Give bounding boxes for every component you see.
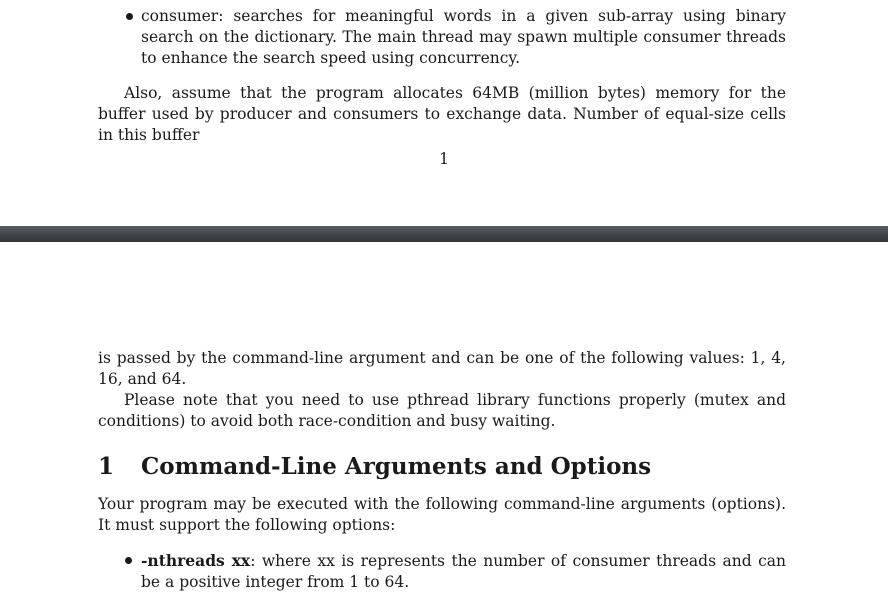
page-1-content	[98, 6, 786, 146]
bullet-consumer-text: consumer: searches for meaningful words in a given sub-array using binary search on the dictionary. The main thread may spawn multiple consumer threads to enhance the search speed using concurrency.	[141, 7, 786, 67]
paragraph-continued: is passed by the command-line argument and can be one of the following values: 1, 4, 16, and 64.	[98, 349, 786, 388]
option-term: -nthreads xx	[141, 551, 251, 570]
page-number: 1	[439, 150, 449, 168]
section-heading	[98, 452, 786, 482]
document-page-2	[0, 242, 888, 615]
paragraph-buffer: Also, assume that the program allocates 64MB (million bytes) memory for the buffer used by producer and consumers to exchange data. Number of equal-size cells in this buffer	[98, 84, 786, 144]
bullet-consumer	[0, 6, 786, 69]
page-2-content	[98, 348, 786, 593]
paragraph-options: Your program may be executed with the following command-line arguments (options). It must support the following options:	[98, 495, 786, 534]
bullet-icon	[126, 13, 133, 20]
option-description: : where xx is represents the number of consumer threads and can be a positive integer from 1 to 64.	[141, 552, 786, 591]
bullet-icon	[125, 557, 132, 564]
section-number: 1	[98, 453, 115, 480]
paragraph-pthread: Please note that you need to use pthread library functions properly (mutex and conditions) to avoid both race-condition and busy waiting.	[98, 391, 786, 430]
page-separator	[0, 226, 888, 242]
document-page-1	[0, 0, 888, 226]
bullet-nthreads	[98, 550, 786, 593]
section-title: Command-Line Arguments and Options	[141, 453, 652, 480]
